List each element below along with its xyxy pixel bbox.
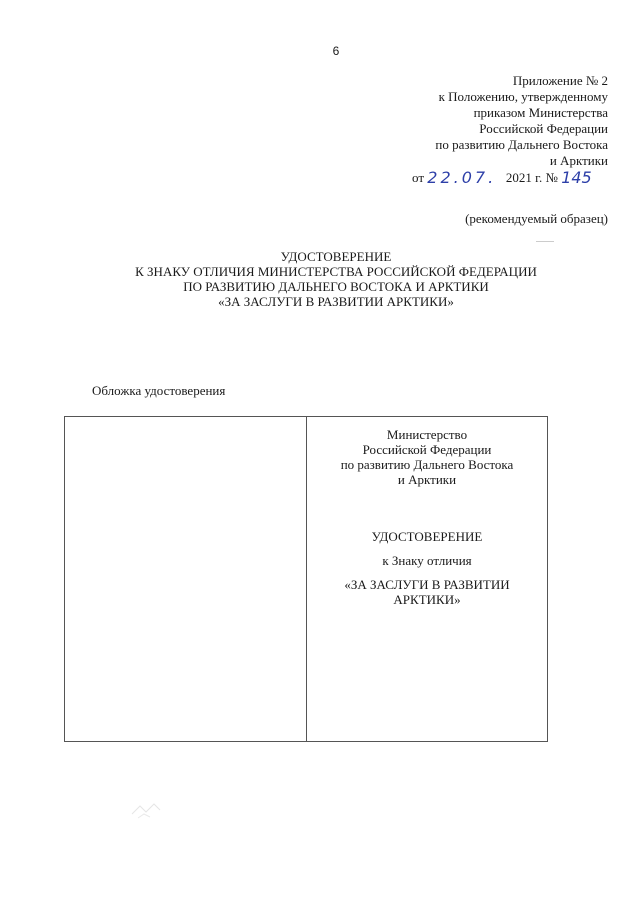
cover-ministry-line: Российской Федерации bbox=[362, 442, 492, 457]
order-year: 2021 г. № bbox=[505, 170, 558, 185]
cover-award-line: «ЗА ЗАСЛУГИ В РАЗВИТИИ bbox=[344, 577, 510, 592]
page-number: 6 bbox=[332, 44, 340, 58]
order-date-line bbox=[412, 169, 622, 186]
handwritten-date: 22.07. bbox=[427, 168, 497, 187]
cover-ministry-line: и Арктики bbox=[397, 472, 457, 487]
cover-award-name bbox=[307, 577, 547, 607]
title-line: «ЗА ЗАСЛУГИ В РАЗВИТИИ АРКТИКИ» bbox=[218, 294, 454, 309]
cover-ministry-line: Министерство bbox=[386, 427, 468, 442]
cover-front-panel bbox=[307, 417, 547, 741]
cover-back-panel bbox=[65, 417, 307, 741]
cover-ministry-line: по развитию Дальнего Востока bbox=[340, 457, 514, 472]
appendix-line: приказом Министерства bbox=[473, 105, 608, 120]
title-line: К ЗНАКУ ОТЛИЧИЯ МИНИСТЕРСТВА РОССИЙСКОЙ ФЕДЕРАЦИИ bbox=[135, 264, 537, 279]
certificate-cover bbox=[64, 416, 548, 742]
appendix-line: Приложение № 2 bbox=[512, 73, 608, 88]
document-title bbox=[0, 249, 640, 309]
scan-noise-mark bbox=[130, 800, 170, 820]
title-line: УДОСТОВЕРЕНИЕ bbox=[280, 249, 392, 264]
title-line: ПО РАЗВИТИЮ ДАЛЬНЕГО ВОСТОКА И АРКТИКИ bbox=[183, 279, 489, 294]
appendix-line: Российской Федерации bbox=[479, 121, 608, 136]
cover-subtitle: к Знаку отличия bbox=[382, 553, 472, 568]
cover-label: Обложка удостоверения bbox=[92, 383, 226, 398]
appendix-line: и Арктики bbox=[549, 153, 608, 168]
cover-award-line: АРКТИКИ» bbox=[393, 592, 461, 607]
cover-certificate-title: УДОСТОВЕРЕНИЕ bbox=[371, 529, 483, 544]
date-prefix: от bbox=[412, 170, 425, 185]
scan-artifact bbox=[536, 241, 554, 242]
recommended-sample-note: (рекомендуемый образец) bbox=[465, 211, 608, 226]
appendix-line: по развитию Дальнего Востока bbox=[435, 137, 608, 152]
appendix-block bbox=[328, 73, 608, 169]
appendix-line: к Положению, утвержденному bbox=[438, 89, 608, 104]
handwritten-order-number: 145 bbox=[561, 168, 592, 187]
cover-ministry bbox=[307, 427, 547, 487]
